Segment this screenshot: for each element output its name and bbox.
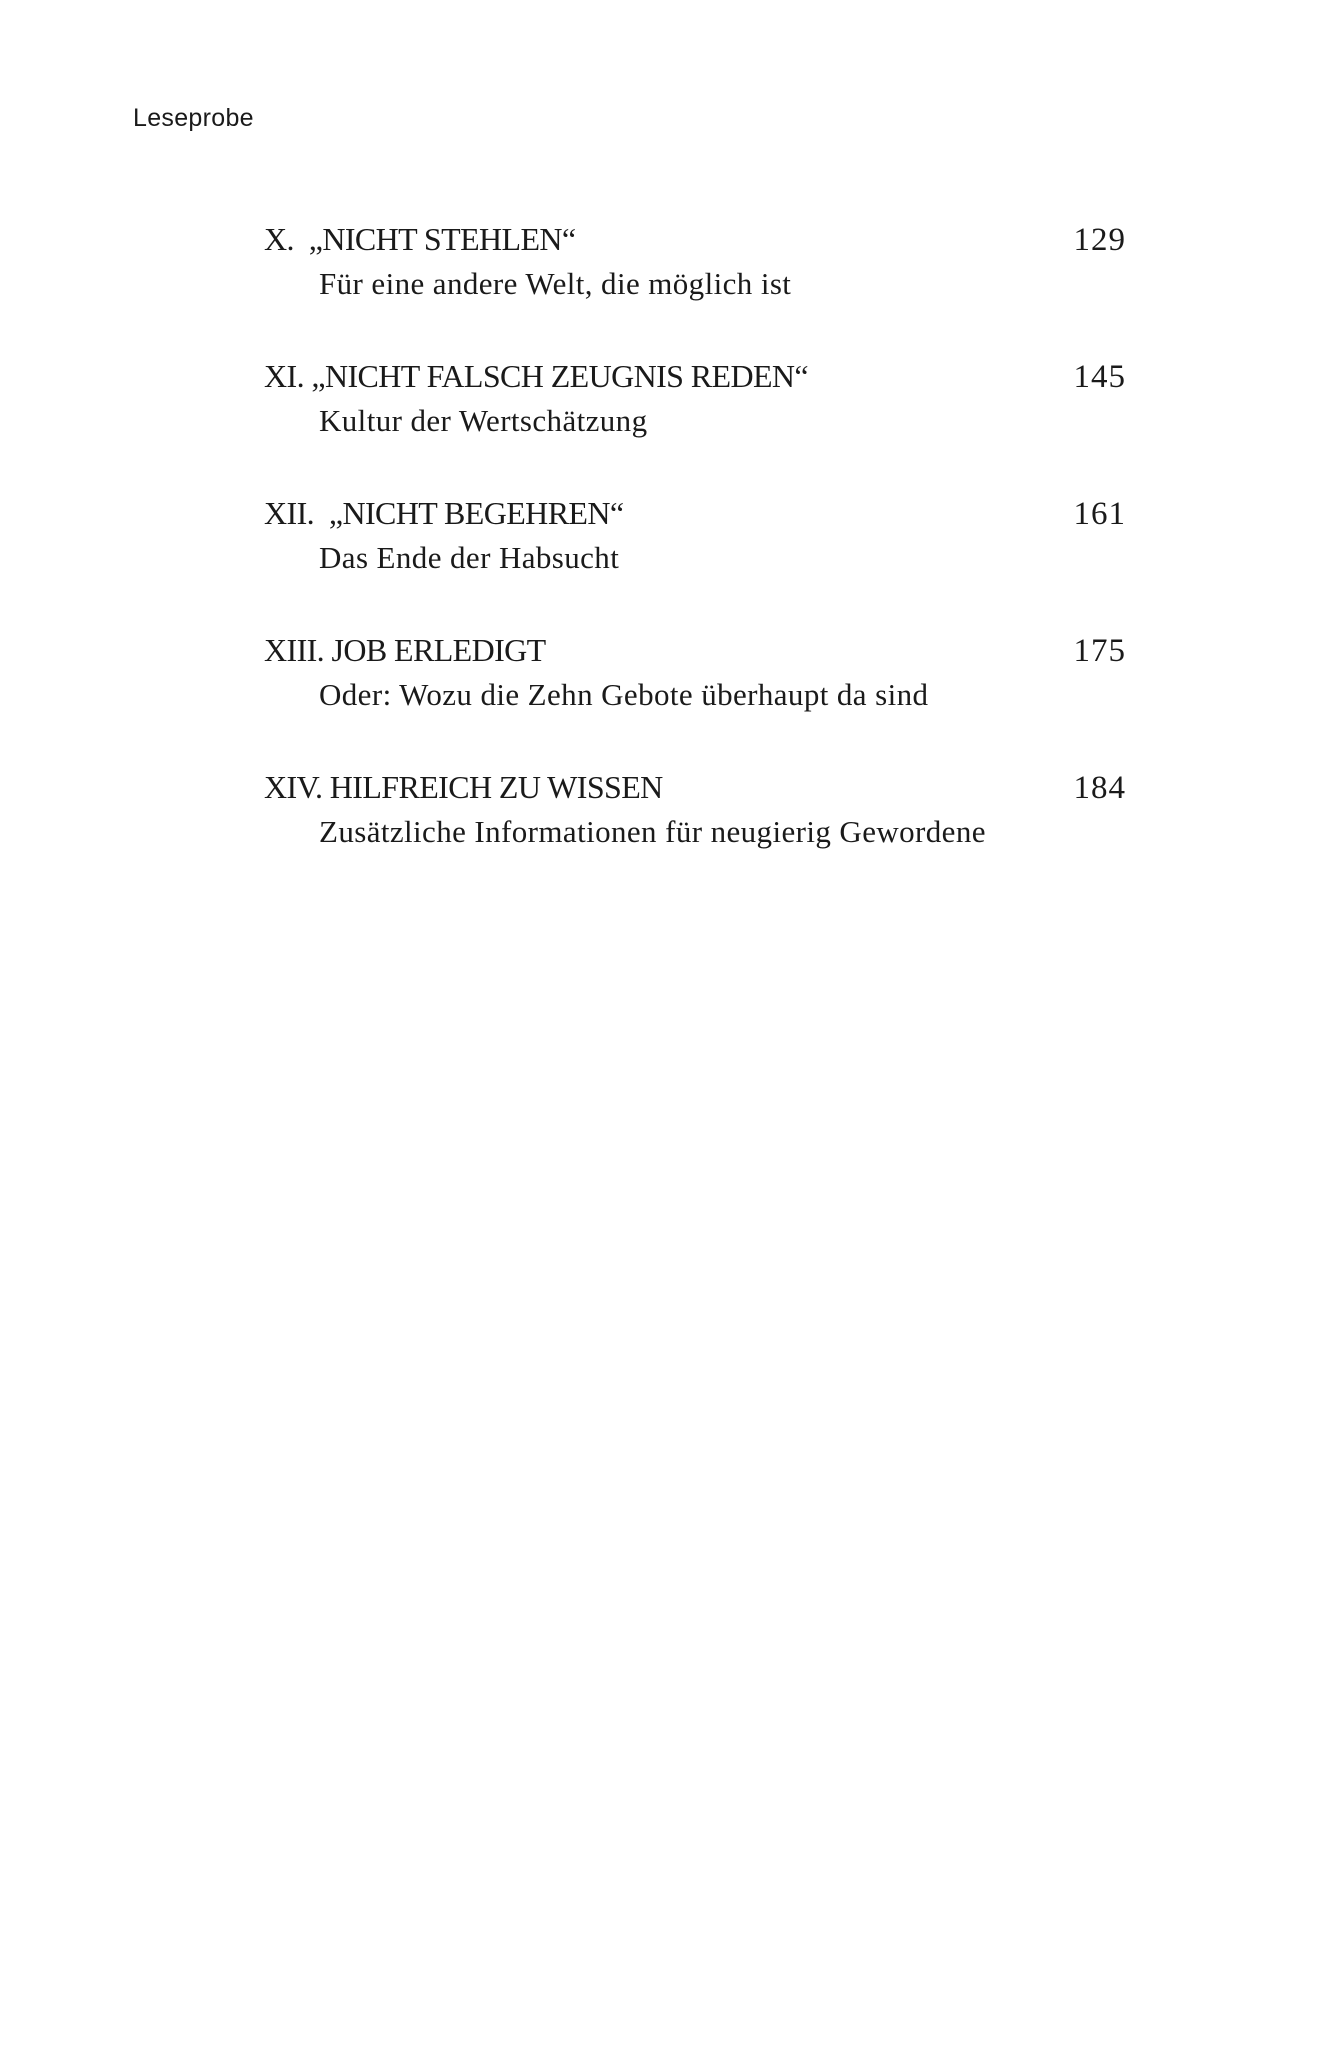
chapter-subtitle: Zusätzliche Informationen für neugierig Gewordene	[319, 814, 986, 849]
chapter-number: XIII.	[264, 632, 325, 668]
chapter-number: X.	[264, 221, 294, 257]
table-of-contents	[264, 218, 1126, 903]
toc-entry-heading-text	[264, 629, 546, 671]
toc-entry-heading-text	[264, 355, 808, 397]
toc-entry-xi	[264, 355, 1126, 492]
chapter-subtitle: Kultur der Wertschätzung	[319, 403, 648, 438]
chapter-title: JOB ERLEDIGT	[331, 632, 546, 668]
chapter-number: XII.	[264, 495, 315, 531]
toc-entry-heading	[264, 355, 1126, 398]
toc-entry-heading-text	[264, 492, 624, 534]
toc-entry-heading	[264, 629, 1126, 672]
chapter-number: XIV.	[264, 769, 323, 805]
page-number: 129	[1073, 222, 1126, 258]
chapter-subtitle: Oder: Wozu die Zehn Gebote überhaupt da sind	[319, 677, 929, 712]
chapter-number: XI.	[264, 358, 304, 394]
chapter-title: „NICHT FALSCH ZEUGNIS REDEN“	[311, 358, 809, 394]
chapter-subtitle: Das Ende der Habsucht	[319, 540, 620, 575]
toc-entry-xiii	[264, 629, 1126, 766]
page-number: 175	[1073, 633, 1126, 669]
chapter-title: „NICHT STEHLEN“	[308, 221, 576, 257]
toc-entry-xii	[264, 492, 1126, 629]
running-header: Leseprobe	[133, 104, 254, 132]
chapter-title: „NICHT BEGEHREN“	[328, 495, 624, 531]
toc-entry-heading	[264, 766, 1126, 809]
toc-entry-heading	[264, 492, 1126, 535]
chapter-title: HILFREICH ZU WISSEN	[329, 769, 663, 805]
page-number: 184	[1073, 770, 1126, 806]
toc-entry-heading-text	[264, 218, 576, 260]
chapter-subtitle: Für eine andere Welt, die möglich ist	[319, 266, 792, 301]
page-number: 145	[1073, 359, 1126, 395]
toc-entry-x	[264, 218, 1126, 355]
page-number: 161	[1073, 496, 1126, 532]
toc-entry-heading-text	[264, 766, 663, 808]
toc-entry-heading	[264, 218, 1126, 261]
toc-entry-xiv	[264, 766, 1126, 903]
